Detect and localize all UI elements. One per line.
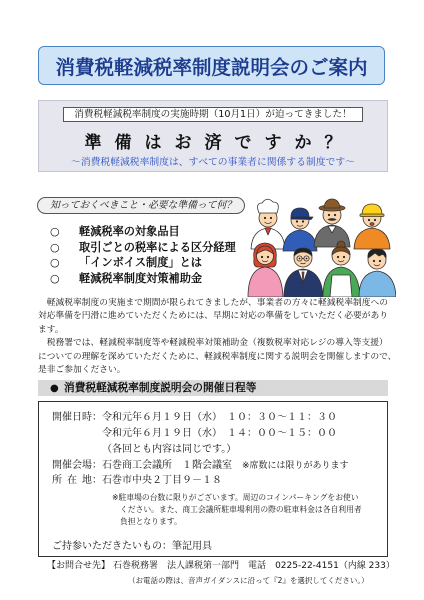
schedule-heading-bar bbox=[38, 380, 388, 396]
venue-label: 開催会場 bbox=[52, 460, 92, 471]
paragraph-line: 是非ご参加ください。 bbox=[38, 364, 126, 375]
parking-note-line: 負担となります。 bbox=[120, 517, 182, 526]
workers-group-illustration bbox=[246, 197, 396, 297]
paragraph-line: についての理解を深めていただくために、軽減税率制度に関する説明会を開催しますので、 bbox=[38, 351, 397, 362]
label-separator: ： bbox=[92, 412, 102, 423]
schedule-heading: 消費税軽減税率制度説明会の開催日程等 bbox=[64, 381, 257, 394]
circle-bullet-icon: ○ bbox=[50, 225, 60, 238]
page-title: 消費税軽減税率制度説明会のご案内 bbox=[55, 55, 368, 79]
paragraph-line: ます。 bbox=[38, 324, 64, 335]
bring-items: 筆記用具 bbox=[172, 541, 212, 552]
schedule-box bbox=[38, 401, 388, 557]
address-row bbox=[52, 474, 222, 488]
label-separator: ： bbox=[92, 460, 102, 471]
contact-department: 法人課税第一部門 bbox=[167, 561, 240, 571]
red-hair-woman-figure bbox=[248, 243, 283, 297]
phone-label: 電話 bbox=[248, 561, 267, 571]
body-text bbox=[38, 297, 400, 377]
venue-note: ※席数には限りがあります bbox=[242, 461, 349, 471]
list-item-label: 軽減税率制度対策補助金 bbox=[79, 271, 203, 285]
label-separator: ： bbox=[92, 475, 102, 486]
list-item bbox=[50, 224, 236, 240]
parking-note bbox=[112, 492, 362, 528]
parking-note-line: ※駐車場の台数に限りがございます。周辺のコインパーキングをお使い bbox=[112, 493, 359, 502]
venue: 石巻商工会議所 １階会議室 bbox=[102, 460, 232, 471]
checklist-label: 知っておくべきこと・必要な準備って何？ bbox=[37, 197, 245, 214]
bring-row bbox=[52, 540, 212, 554]
list-item bbox=[50, 271, 236, 287]
circle-bullet-icon: ○ bbox=[50, 240, 60, 254]
contact-office: 石巻税務署 bbox=[113, 561, 159, 571]
bring-label: ご持参いただきたいもの bbox=[52, 541, 162, 552]
helmet-worker-figure bbox=[354, 204, 390, 249]
phone-guidance: （お電話の際は、音声ガイダンスに沿って『2』を選択してください。） bbox=[128, 576, 369, 585]
contact-info bbox=[47, 560, 395, 572]
paragraph-line: 税務署では、軽減税率制度等や軽減税率対策補助金（複数税率対応レジの導入等支援） bbox=[38, 338, 388, 349]
datetime-row bbox=[52, 411, 337, 425]
deadline-notice: 消費税軽減税率制度の実施時期（10月1日）が迫ってきました！ bbox=[63, 107, 363, 122]
paragraph-line: 軽減税率制度の実施まで期間が限られてきましたが、事業者の方々に軽減税率制度への bbox=[38, 298, 388, 308]
phone-number: 0225-22-4151（内線 233） bbox=[275, 561, 395, 571]
chef-figure bbox=[251, 199, 285, 249]
hat-man-figure bbox=[314, 199, 350, 247]
list-item bbox=[50, 255, 236, 271]
circle-bullet-icon: ○ bbox=[50, 256, 60, 269]
address-label: 所 在 地 bbox=[52, 475, 92, 486]
paragraph-line: 対応準備を円滑に進めていただくためには、早期に対応の準備をしていただく必要があり bbox=[38, 311, 388, 322]
list-item-label: 「インボイス制度」とは bbox=[79, 256, 202, 269]
address: 石巻市中央２丁目９－１８ bbox=[102, 475, 222, 486]
list-item-label: 取引ごとの税率による区分経理 bbox=[79, 240, 236, 254]
glasses-man-figure bbox=[284, 248, 323, 297]
contact-label: 【お問合せ先】 bbox=[47, 561, 111, 571]
session-1: 令和元年６月１９日（水） １０：３０～１１：３０ bbox=[102, 412, 337, 423]
intro-box bbox=[38, 100, 388, 172]
parking-note-line: ください。また、商工会議所駐車場利用の際の駐車料金は各自利用者 bbox=[120, 505, 362, 514]
subline: ～消費税軽減税率制度は、すべての事業者に関係する制度です～ bbox=[71, 157, 355, 168]
filled-circle-bullet-icon: ● bbox=[50, 383, 59, 394]
datetime-label: 開催日時 bbox=[52, 412, 92, 423]
title-banner bbox=[38, 46, 385, 85]
checklist bbox=[50, 224, 236, 286]
paragraph bbox=[38, 337, 400, 377]
young-man-figure bbox=[359, 249, 396, 297]
circle-bullet-icon: ○ bbox=[50, 271, 60, 285]
venue-row bbox=[52, 459, 349, 473]
list-item bbox=[50, 240, 236, 256]
session-note: （各回とも内容は同じです。） bbox=[102, 444, 237, 455]
list-item-label: 軽減税率の対象品目 bbox=[79, 225, 180, 238]
label-separator: ： bbox=[162, 541, 172, 552]
paragraph bbox=[38, 297, 400, 337]
headline: 準備はお済ですか？ bbox=[84, 133, 355, 153]
cap-man-figure bbox=[283, 208, 317, 251]
session-2: 令和元年６月１９日（水） １４：００～１５：００ bbox=[102, 428, 337, 439]
